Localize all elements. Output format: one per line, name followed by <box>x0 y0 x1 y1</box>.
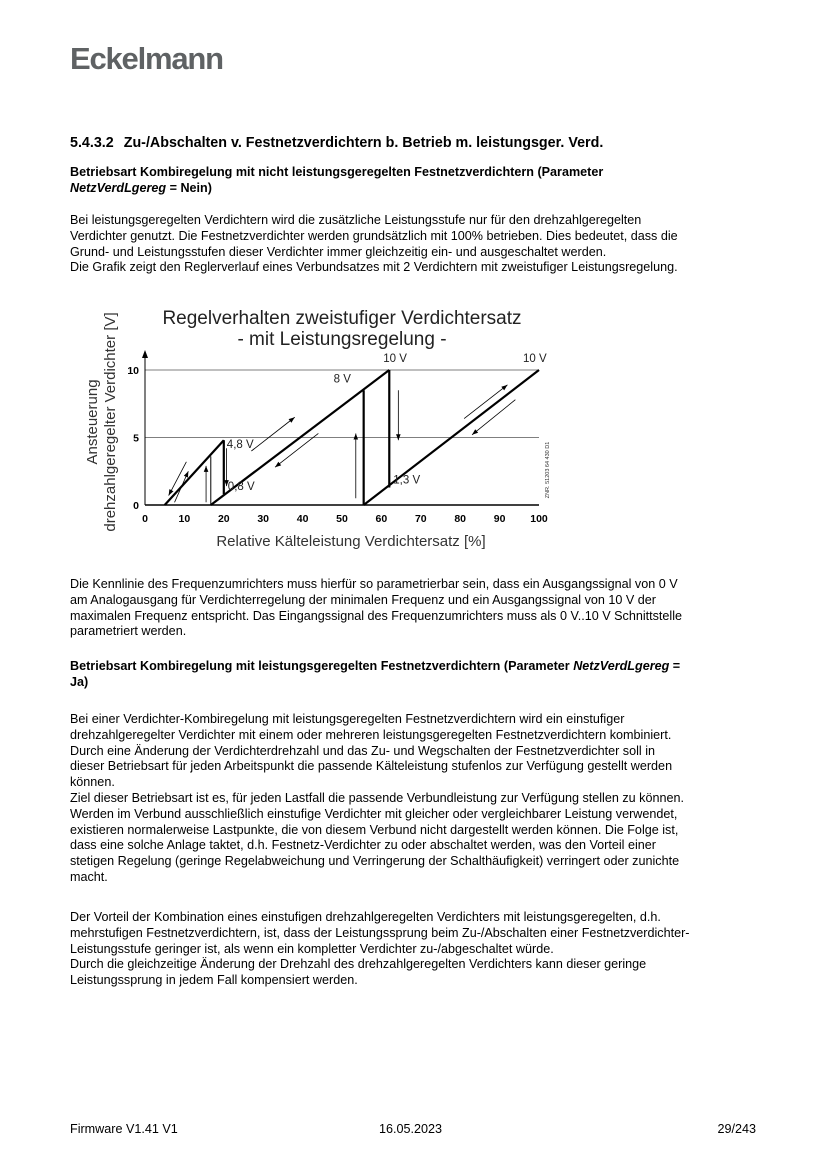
annotation-label: 0,8 V <box>227 481 255 494</box>
y-tick-label: 0 <box>133 500 139 512</box>
direction-arrowhead <box>184 471 189 477</box>
x-tick-label: 0 <box>142 513 148 525</box>
y-axis-arrowhead <box>142 350 148 358</box>
text-line: Bei leistungsgeregelten Verdichtern wird die zusätzliche Leistungsstufe nur für den drehzahlgeregelten <box>70 213 642 227</box>
text-line: dieser Betriebsart für jeden Arbeitspunkt die passende Kälteleistung stufenlos zur Verfügung gestellt werden <box>70 759 673 774</box>
direction-arrowhead <box>501 385 507 391</box>
text-line: Verdichter genutzt. Die Festnetzverdichter werden grundsätzlich mit 100% betrieben. Dies bedeutet, dass die <box>70 228 678 243</box>
direction-arrow <box>464 385 507 419</box>
direction-arrowhead <box>204 466 209 472</box>
y-tick-label: 5 <box>133 432 139 445</box>
text-line: stetigen Regelung (geringe Regelabweichung und Verringerung der Schalthäufigkeit) verringert oder zunichte <box>70 854 680 869</box>
text-line: Leistungsstufe geringer ist, als wenn ein kompletter Verdichter zu-/abgeschaltet würde. <box>70 941 554 956</box>
block1-heading-text: Betriebsart Kombiregelung mit nicht leistungsgeregelten Festnetzverdichtern (Parameter <box>70 165 604 179</box>
x-tick-label: 10 <box>178 513 191 525</box>
x-tick-label: 70 <box>414 513 427 525</box>
text-line: Ziel dieser Betriebsart ist es, für jeden Lastfall die passende Verbundleistung zur Verfügung stellen zu können. <box>70 790 684 805</box>
text-line: Die Kennlinie des Frequenzumrichters muss hierfür so parametrierbar sein, dass ein Ausgangssignal von 0 V <box>70 577 678 591</box>
section-heading <box>70 135 603 151</box>
annotation-label: 8 V <box>333 373 351 386</box>
text-line: Durch eine Änderung der Verdichterdrehzahl und das Zu- und Wegschalten der Festnetzverdichter soll in <box>70 743 656 758</box>
block2-heading-line2: Ja) <box>70 674 89 689</box>
chart-ylabel-line1: Ansteuerung <box>84 379 101 465</box>
direction-arrowhead <box>472 429 478 435</box>
block1-paragraph-2 <box>70 577 760 640</box>
block2-paragraph-1 <box>70 712 760 886</box>
text-line: am Analogausgang für Verdichterregelung der minimalen Frequenz und ein Ausgangssignal von 10 V der <box>70 592 656 607</box>
text-line: Bei einer Verdichter-Kombiregelung mit leistungsgeregelten Festnetzverdichtern wird ein einstufiger <box>70 712 625 726</box>
regelverhalten-chart <box>75 300 560 560</box>
x-tick-label: 60 <box>375 513 388 525</box>
x-tick-label: 100 <box>530 513 548 525</box>
text-line: maximalen Frequenz entspricht. Das Eingangssignal des Frequenzumrichters muss als 0 V..10 V Schnittstelle <box>70 608 683 623</box>
text-line: können. <box>70 775 115 790</box>
block2-heading-suffix: = <box>669 659 681 673</box>
block1-heading-param: NetzVerdLgereg <box>70 180 167 195</box>
text-line: Leistungssprung in jedem Fall kompensiert werden. <box>70 973 358 988</box>
footer-firmware: Firmware V1.41 V1 <box>70 1122 178 1136</box>
x-tick-label: 80 <box>454 513 467 525</box>
chart-ylabel-line2: drehzahlgeregelter Verdichter [V] <box>102 312 119 532</box>
text-line: drehzahlgeregelter Verdichter mit einem oder mehreren leistungsgeregelten Festnetzverdichtern kombiniert. <box>70 727 672 742</box>
text-line: dass eine solche Anlage taktet, d.h. Festnetz-Verdichter zu oder abschaltet werden, was den Vorteil einer <box>70 838 656 853</box>
x-tick-label: 40 <box>296 513 309 525</box>
chart-title: Regelverhalten zweistufiger Verdichtersatz <box>162 308 522 329</box>
text-line: Werden im Verbund ausschließlich einstufige Verdichter mit gleicher oder vergleichbarer Leistung verwendet, <box>70 806 678 821</box>
chart-subtitle: - mit Leistungsregelung - <box>237 329 447 350</box>
text-line: Grund- und Leistungsstufen dieser Verdichter immer gleichzeitig ein- und ausgeschaltet werden. <box>70 244 607 259</box>
x-tick-label: 30 <box>257 513 270 525</box>
block2-heading-text: Betriebsart Kombiregelung mit leistungsgeregelten Festnetzverdichtern (Parameter <box>70 659 574 673</box>
annotation-label: 10 V <box>523 353 547 365</box>
x-tick-label: 20 <box>217 513 230 525</box>
text-line: Durch die gleichzeitige Änderung der Drehzahl des drehzahlgeregelten Verdichters kann dieser geringe <box>70 957 647 972</box>
y-tick-label: 10 <box>127 365 139 377</box>
text-line: existieren normalerweise Lastpunkte, die von diesem Verbund nicht dargestellt werden können. Die Folge ist, <box>70 822 679 837</box>
direction-arrowhead <box>353 433 358 439</box>
text-line: Der Vorteil der Kombination eines einstufigen drehzahlgeregelten Verdichters mit leistungsgeregelten, d.h. <box>70 910 661 924</box>
chart-xlabel: Relative Kälteleistung Verdichtersatz [%] <box>216 533 486 550</box>
series-stage-1-ramp <box>165 440 224 505</box>
footer-date: 16.05.2023 <box>379 1122 443 1136</box>
annotation-label: 1,3 V <box>393 474 421 487</box>
block2-heading <box>70 659 760 691</box>
text-line: macht. <box>70 869 108 884</box>
block2-paragraph-2 <box>70 910 760 989</box>
section-title: Zu-/Abschalten v. Festnetzverdichtern b. Betrieb m. leistungsger. Verd. <box>123 135 604 151</box>
x-tick-label: 90 <box>493 513 506 525</box>
footer-page-number: 29/243 <box>717 1122 756 1136</box>
block2-heading-param: NetzVerdLgereg <box>573 659 670 673</box>
text-line: Die Grafik zeigt den Reglerverlauf eines Verbundsatzes mit 2 Verdichtern mit zweistufiger Leistungsregelung. <box>70 260 678 275</box>
direction-arrowhead <box>289 417 295 423</box>
eckelmann-logo: Eckelmann <box>70 41 223 76</box>
text-line: parametriert werden. <box>70 624 187 639</box>
annotation-label: 10 V <box>383 353 407 365</box>
chart-drawing-code: ZNR. 51203 64 430 D1 <box>545 441 551 499</box>
block1-heading-suffix: = Nein) <box>166 180 212 195</box>
section-number: 5.4.3.2 <box>70 135 114 151</box>
direction-arrowhead <box>275 462 281 468</box>
x-tick-label: 50 <box>336 513 348 525</box>
annotation-label: 4,8 V <box>226 439 254 452</box>
text-line: mehrstufigen Festnetzverdichtern, ist, dass der Leistungssprung beim Zu-/Abschalten einer Festnetzverdichter- <box>70 925 690 940</box>
block1-heading <box>70 165 760 197</box>
block1-paragraph-1 <box>70 213 760 276</box>
